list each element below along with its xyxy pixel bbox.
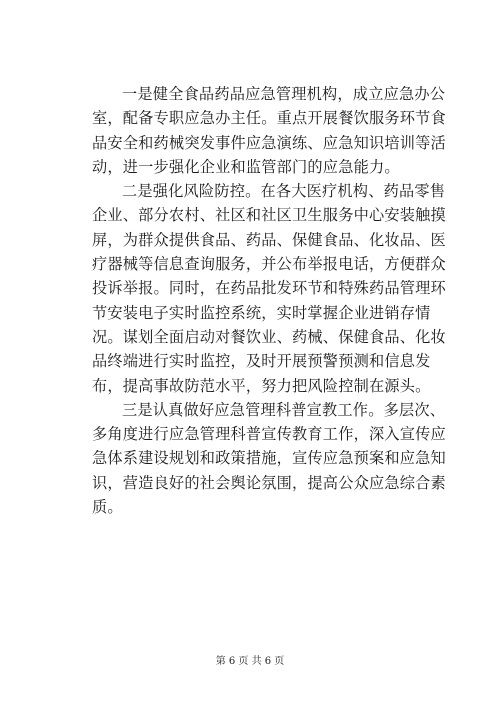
- page-number-footer: 第 6 页 共 6 页: [215, 656, 285, 667]
- paragraph-2: 二是强化风险防控。在各大医疗机构、药品零售企业、部分农村、社区和社区卫生服务中心安装触摸屏，为群众提供食品、药品、保健食品、化妆品、医疗器械等信息查询服务，并公布举报电话，方便群众投诉举报。同时，在药品批发环节和特殊药品管理环节安装电子实时监控系统，实时掌握企业进销存情况。谋划全面启动对餐饮业、药械、保健食品、化妆品终端进行实时监控，及时开展预警预测和信息发布，提高事故防范水平，努力把风险控制在源头。: [92, 182, 446, 395]
- document-body: [92, 82, 446, 519]
- paragraph-3: 三是认真做好应急管理科普宣教工作。多层次、多角度进行应急管理科普宣传教育工作，深入宣传应急体系建设规划和政策措施，宣传应急预案和应急知识，营造良好的社会舆论氛围，提高公众应急综合素质。: [92, 400, 446, 517]
- paragraph-1: 一是健全食品药品应急管理机构，成立应急办公室，配备专职应急办主任。重点开展餐饮服务环节食品安全和药械突发事件应急演练、应急知识培训等活动，进一步强化企业和监管部门的应急能力。: [92, 85, 446, 176]
